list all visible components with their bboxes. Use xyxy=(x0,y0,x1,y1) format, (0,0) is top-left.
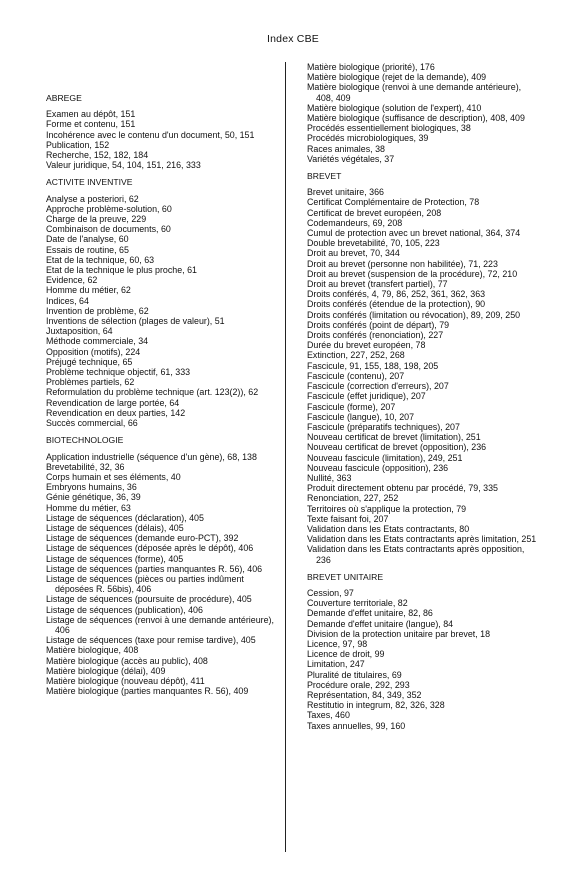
index-entry: Procédés essentiellement biologiques, 38 xyxy=(307,123,471,134)
index-entry-list xyxy=(46,194,278,429)
index-entry: Droits conférés, 4, 79, 86, 252, 361, 362, 363 xyxy=(307,289,486,300)
index-entry: Matière biologique (parties manquantes R. 56), 409 xyxy=(46,686,249,697)
index-section xyxy=(46,435,278,696)
index-entry: Droits conférés (étendue de la protection), 90 xyxy=(307,299,486,310)
index-entry: Durée du brevet européen, 78 xyxy=(307,340,426,351)
index-entry: Listage de séquences (parties manquantes R. 56), 406 xyxy=(46,563,263,574)
index-entry: Forme et contenu, 151 xyxy=(46,119,136,130)
index-entry: Listage de séquences (déclaration), 405 xyxy=(46,512,204,523)
index-entry: Produit directement obtenu par procédé, 79, 335 xyxy=(307,483,498,494)
index-entry: Incohérence avec le contenu d'un document, 50, 151 xyxy=(46,129,255,140)
index-entry: Matière biologique (accès au public), 408 xyxy=(46,655,208,666)
index-entry: Génie génétique, 36, 39 xyxy=(46,492,141,503)
index-entry: Licence de droit, 99 xyxy=(307,649,385,660)
index-entry: Listage de séquences (demande euro-PCT), 392 xyxy=(46,533,239,544)
index-entry: Matière biologique (suffisance de description), 408, 409 xyxy=(307,113,525,124)
index-entry: Procédure orale, 292, 293 xyxy=(307,679,410,690)
index-entry: Recherche, 152, 182, 184 xyxy=(46,150,149,161)
index-entry: Combinaison de documents, 60 xyxy=(46,224,171,235)
index-entry: Revendication en deux parties, 142 xyxy=(46,407,186,418)
index-entry: Indices, 64 xyxy=(46,295,89,306)
index-entry: Fascicule (forme), 207 xyxy=(307,401,396,412)
index-column-left xyxy=(46,93,278,703)
index-entry-list xyxy=(46,452,278,697)
index-entry: Territoires où s'applique la protection, 79 xyxy=(307,503,467,514)
index-entry: Droits conférés (limitation ou révocation), 89, 209, 250 xyxy=(307,309,521,320)
index-entry: Méthode commerciale, 34 xyxy=(46,336,149,347)
index-entry: Opposition (motifs), 224 xyxy=(46,346,141,357)
index-entry: Licence, 97, 98 xyxy=(307,638,368,649)
index-entry: Examen au dépôt, 151 xyxy=(46,109,136,120)
section-heading: BREVET xyxy=(307,171,342,182)
index-entry: Problèmes partiels, 62 xyxy=(46,377,135,388)
index-section xyxy=(307,171,539,565)
index-entry: Embryons humains, 36 xyxy=(46,482,137,493)
index-entry: Listage de séquences (pièces ou parties indûment déposées R. 56bis), 406 xyxy=(46,573,244,595)
index-entry: Préjugé technique, 65 xyxy=(46,356,133,367)
index-entry: Races animales, 38 xyxy=(307,143,385,154)
index-entry: Etat de la technique, 60, 63 xyxy=(46,254,155,265)
index-entry: Evidence, 62 xyxy=(46,275,98,286)
index-entry: Listage de séquences (renvoi à une demande antérieure), 406 xyxy=(46,614,274,635)
index-entry: Fascicule (langue), 10, 207 xyxy=(307,411,415,422)
index-entry: Codemandeurs, 69, 208 xyxy=(307,217,403,228)
index-entry: Restitutio in integrum, 82, 326, 328 xyxy=(307,700,445,711)
index-entry-list xyxy=(307,588,539,731)
index-entry: Droit au brevet (personne non habilitée), 71, 223 xyxy=(307,258,498,269)
index-entry: Fascicule (effet juridique), 207 xyxy=(307,391,426,402)
index-entry: Juxtaposition, 64 xyxy=(46,326,113,337)
index-entry: Publication, 152 xyxy=(46,139,110,150)
index-entry: Charge de la preuve, 229 xyxy=(46,214,147,225)
index-entry: Droits conférés (point de départ), 79 xyxy=(307,319,450,330)
index-entry: Nouveau certificat de brevet (limitation), 251 xyxy=(307,432,481,443)
index-entry: Renonciation, 227, 252 xyxy=(307,493,399,504)
index-entry: Couverture territoriale, 82 xyxy=(307,598,408,609)
section-heading: BREVET UNITAIRE xyxy=(307,571,384,582)
index-entry: Matière biologique, 408 xyxy=(46,645,139,656)
index-entry: Nouveau fascicule (limitation), 249, 251 xyxy=(307,452,463,463)
index-entry: Succès commercial, 66 xyxy=(46,418,138,429)
index-entry: Homme du métier, 63 xyxy=(46,502,131,513)
index-entry: Taxes annuelles, 99, 160 xyxy=(307,720,406,731)
index-entry: Matière biologique (solution de l'expert), 410 xyxy=(307,102,482,113)
section-heading: BIOTECHNOLOGIE xyxy=(46,435,124,446)
index-entry: Invention de problème, 62 xyxy=(46,305,149,316)
index-entry: Analyse a posteriori, 62 xyxy=(46,193,139,204)
index-entry: Cession, 97 xyxy=(307,587,354,598)
index-entry: Approche problème-solution, 60 xyxy=(46,203,172,214)
index-entry: Représentation, 84, 349, 352 xyxy=(307,689,422,700)
index-entry: Corps humain et ses éléments, 40 xyxy=(46,471,181,482)
index-entry: Listage de séquences (publication), 406 xyxy=(46,604,203,615)
index-entry: Division de la protection unitaire par brevet, 18 xyxy=(307,628,491,639)
index-entry: Droit au brevet (suspension de la procédure), 72, 210 xyxy=(307,268,518,279)
index-entry: Certificat Complémentaire de Protection, 78 xyxy=(307,197,480,208)
index-entry: Nouveau certificat de brevet (opposition), 236 xyxy=(307,442,487,453)
index-entry-list xyxy=(307,187,539,565)
index-entry: Nouveau fascicule (opposition), 236 xyxy=(307,462,449,473)
index-section xyxy=(307,572,539,731)
column-divider xyxy=(285,62,286,852)
index-entry: Revendication de large portée, 64 xyxy=(46,397,180,408)
index-entry: Listage de séquences (forme), 405 xyxy=(46,553,184,564)
index-entry: Matière biologique (renvoi à une demande antérieure), 408, 409 xyxy=(307,82,522,103)
index-section xyxy=(46,177,278,428)
index-entry: Validation dans les Etats contractants après limitation, 251 xyxy=(307,534,537,545)
index-entry: Valeur juridique, 54, 104, 151, 216, 333 xyxy=(46,160,201,171)
index-entry: Demande d'effet unitaire, 82, 86 xyxy=(307,608,433,619)
index-entry: Problème technique objectif, 61, 333 xyxy=(46,367,191,378)
section-heading: ABREGE xyxy=(46,93,82,103)
index-entry: Brevetabilité, 32, 36 xyxy=(46,461,125,472)
index-column-right xyxy=(307,62,539,738)
index-entry: Fascicule (contenu), 207 xyxy=(307,370,405,381)
index-entry: Extinction, 227, 252, 268 xyxy=(307,350,405,361)
index-entry: Matière biologique (rejet de la demande), 409 xyxy=(307,72,487,83)
index-entry: Listage de séquences (taxe pour remise tardive), 405 xyxy=(46,635,256,646)
index-entry: Listage de séquences (délais), 405 xyxy=(46,522,184,533)
index-section xyxy=(307,62,539,164)
index-entry: Nullité, 363 xyxy=(307,472,352,483)
index-entry: Pluralité de titulaires, 69 xyxy=(307,669,402,680)
index-entry: Validation dans les Etats contractants après opposition, 236 xyxy=(307,544,525,565)
index-entry: Certificat de brevet européen, 208 xyxy=(307,207,442,218)
index-section xyxy=(46,93,278,170)
index-entry: Fascicule (préparatifs techniques), 207 xyxy=(307,421,460,432)
index-entry: Brevet unitaire, 366 xyxy=(307,187,384,198)
index-entry: Matière biologique (délai), 409 xyxy=(46,665,166,676)
index-entry: Limitation, 247 xyxy=(307,659,365,670)
index-entry: Droits conférés (renonciation), 227 xyxy=(307,330,444,341)
section-heading: ACTIVITE INVENTIVE xyxy=(46,177,133,188)
index-entry: Application industrielle (séquence d'un gène), 68, 138 xyxy=(46,451,257,462)
index-entry: Droit au brevet, 70, 344 xyxy=(307,248,400,259)
index-entry-list xyxy=(46,109,278,170)
index-entry: Matière biologique (priorité), 176 xyxy=(307,62,435,72)
index-entry: Cumul de protection avec un brevet national, 364, 374 xyxy=(307,228,521,239)
page-title: Index CBE xyxy=(267,33,319,45)
index-entry: Demande d'effet unitaire (langue), 84 xyxy=(307,618,454,629)
index-entry: Procédés microbiologiques, 39 xyxy=(307,133,429,144)
index-entry: Matière biologique (nouveau dépôt), 411 xyxy=(46,675,205,686)
index-entry: Taxes, 460 xyxy=(307,710,350,721)
index-entry: Homme du métier, 62 xyxy=(46,285,131,296)
index-entry: Etat de la technique le plus proche, 61 xyxy=(46,265,197,276)
index-entry: Listage de séquences (déposée après le dépôt), 406 xyxy=(46,543,254,554)
index-entry-list xyxy=(307,62,539,164)
index-entry: Reformulation du problème technique (art. 123(2)), 62 xyxy=(46,387,259,398)
index-entry: Essais de routine, 65 xyxy=(46,244,129,255)
index-entry: Date de l'analyse, 60 xyxy=(46,234,129,245)
index-entry: Validation dans les Etats contractants, 80 xyxy=(307,523,470,534)
index-entry: Fascicule, 91, 155, 188, 198, 205 xyxy=(307,360,439,371)
index-entry: Fascicule (correction d'erreurs), 207 xyxy=(307,381,449,392)
index-entry: Double brevetabilité, 70, 105, 223 xyxy=(307,238,440,249)
index-entry: Variétés végétales, 37 xyxy=(307,153,395,164)
index-entry: Droit au brevet (transfert partiel), 77 xyxy=(307,279,448,290)
index-entry: Inventions de sélection (plages de valeur), 51 xyxy=(46,316,225,327)
index-entry: Texte faisant foi, 207 xyxy=(307,513,389,524)
index-entry: Listage de séquences (poursuite de procédure), 405 xyxy=(46,594,252,605)
